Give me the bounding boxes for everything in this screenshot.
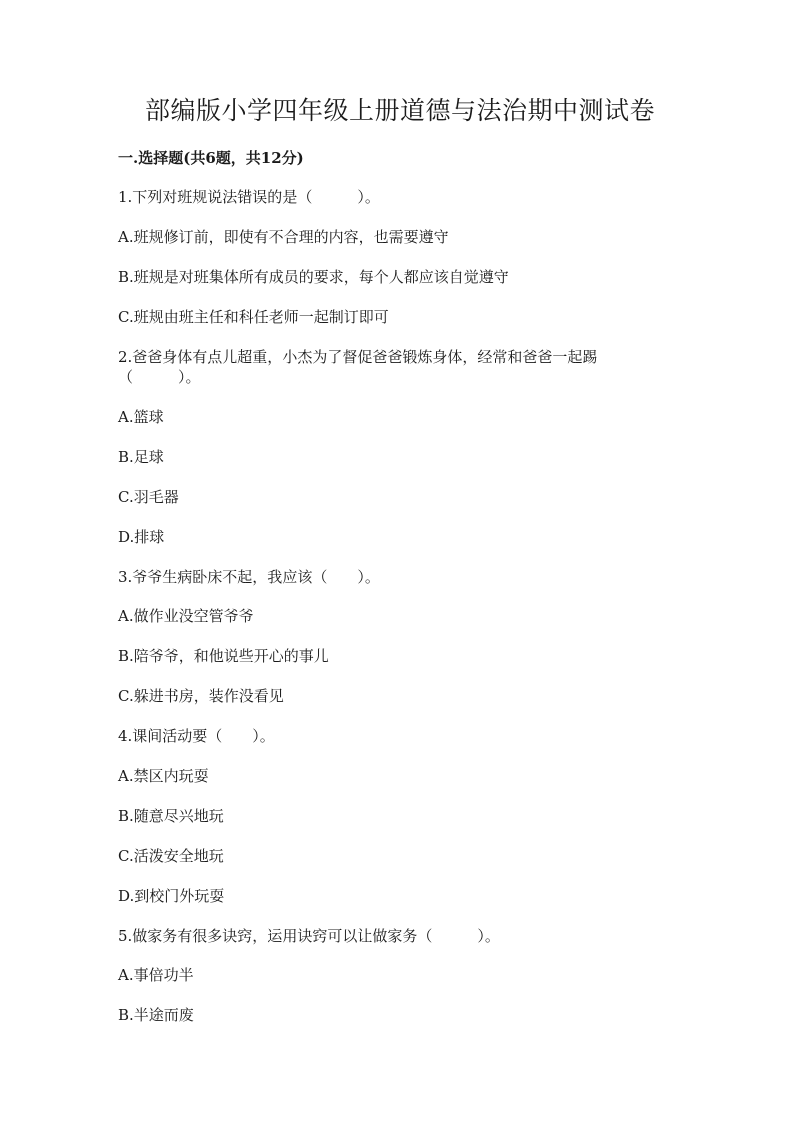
question-4-option-c: C.活泼安全地玩 (118, 847, 224, 865)
question-1-option-b: B.班规是对班集体所有成员的要求，每个人都应该自觉遵守 (118, 268, 509, 286)
question-4-option-b: B.随意尽兴地玩 (118, 807, 224, 825)
question-5-option-b: B.半途而废 (118, 1006, 194, 1024)
question-2-option-a: A.篮球 (118, 408, 164, 426)
question-4-option-d: D.到校门外玩耍 (118, 887, 225, 905)
page-title: 部编版小学四年级上册道德与法治期中测试卷 (144, 96, 655, 125)
question-3-stem: 3.爷爷生病卧床不起，我应该（ ）。 (118, 568, 380, 586)
question-2-option-b: B.足球 (118, 448, 164, 466)
question-2-option-d: D.排球 (118, 528, 165, 546)
question-1-option-a: A.班规修订前，即使有不合理的内容，也需要遵守 (118, 228, 449, 246)
question-2-stem-continued: （ ）。 (118, 368, 201, 386)
question-3-option-a: A.做作业没空管爷爷 (118, 607, 254, 625)
question-3-option-b: B.陪爷爷，和他说些开心的事儿 (118, 647, 329, 665)
question-4-option-a: A.禁区内玩耍 (118, 767, 209, 785)
question-5-stem: 5.做家务有很多诀窍，运用诀窍可以让做家务（ ）。 (118, 927, 500, 945)
question-2-option-c: C.羽毛器 (118, 488, 179, 506)
question-2-stem: 2.爸爸身体有点儿超重，小杰为了督促爸爸锻炼身体，经常和爸爸一起踢 (118, 348, 598, 366)
question-3-option-c: C.躲进书房，装作没看见 (118, 687, 284, 705)
question-1-option-c: C.班规由班主任和科任老师一起制订即可 (118, 308, 389, 326)
section-heading: 一.选择题(共6题，共12分) (118, 149, 304, 167)
question-5-option-a: A.事倍功半 (118, 966, 194, 984)
question-1-stem: 1.下列对班规说法错误的是（ ）。 (118, 188, 380, 206)
question-4-stem: 4.课间活动要（ ）。 (118, 727, 275, 745)
